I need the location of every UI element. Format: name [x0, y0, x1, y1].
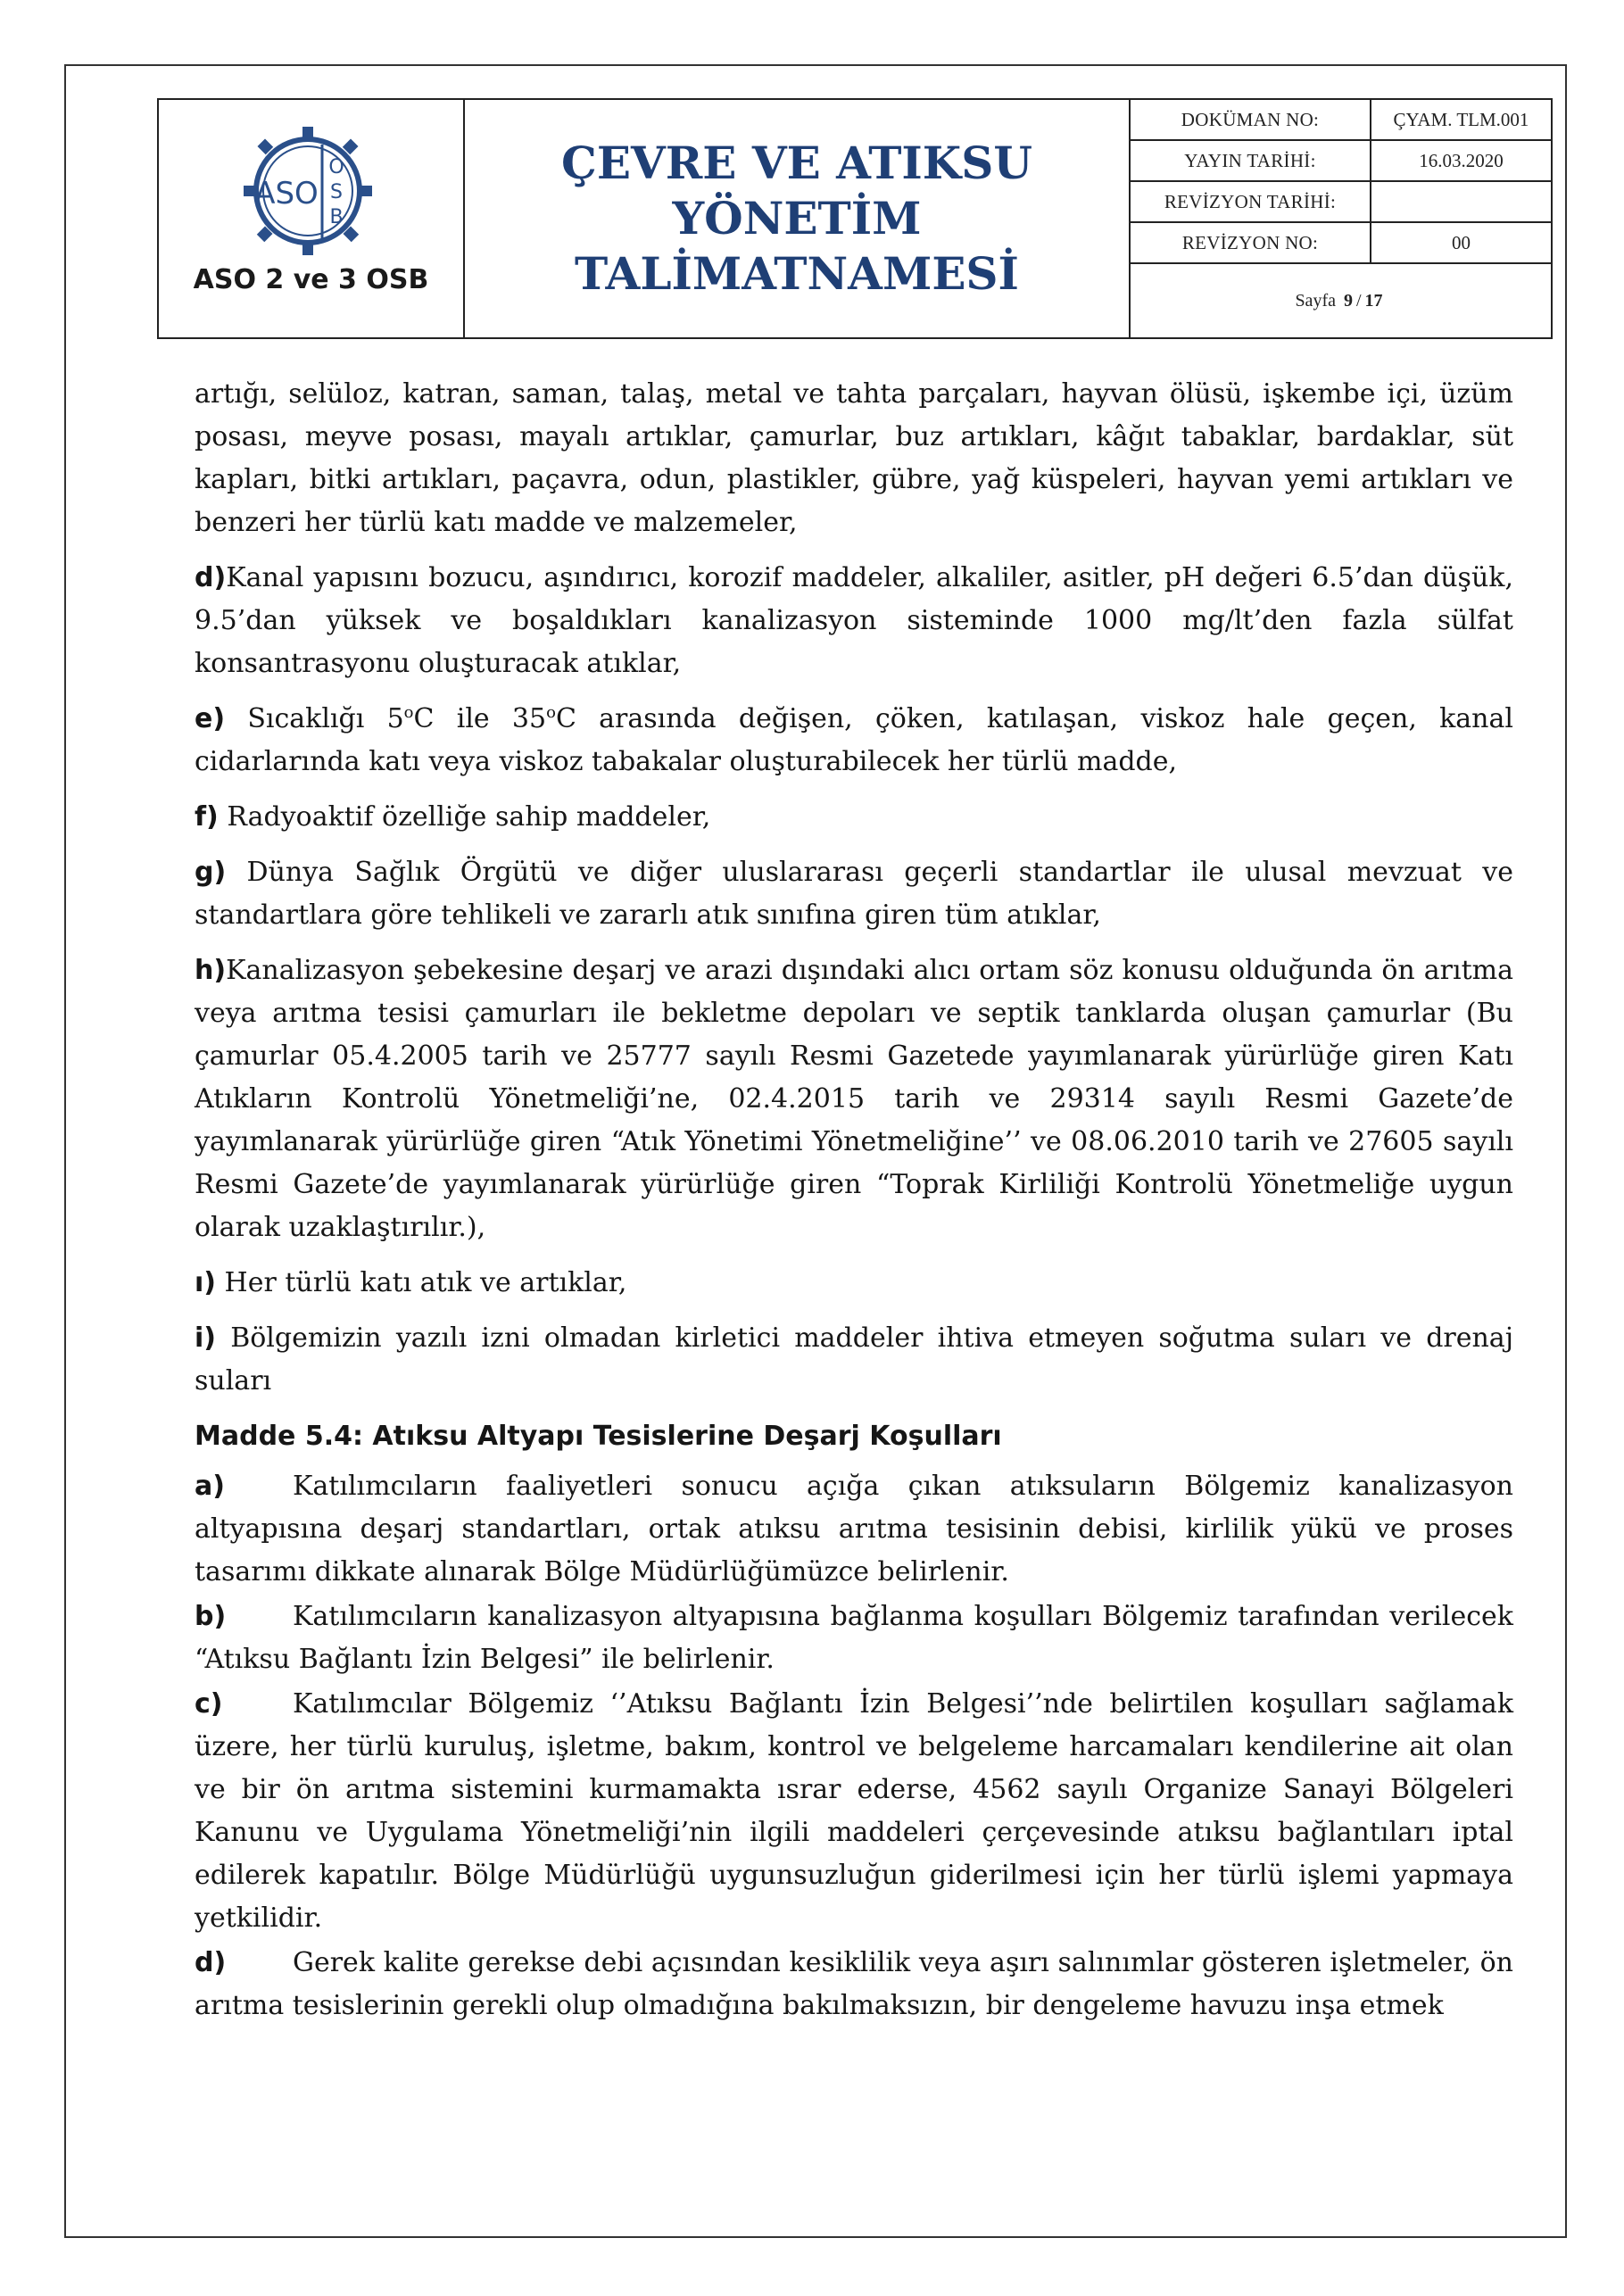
- item-d-label: d): [195, 562, 227, 593]
- meta-row-rev-date: [1131, 182, 1551, 223]
- meta-row-doc-no: [1131, 100, 1551, 141]
- clause-c-label: c): [195, 1688, 223, 1720]
- item-f: [195, 796, 1513, 839]
- item-e: [195, 698, 1513, 783]
- item-h-label: h): [195, 955, 227, 986]
- item-h: [195, 949, 1513, 1249]
- clause-b: [195, 1596, 1513, 1681]
- item-i: [195, 1317, 1513, 1403]
- title-line-1: ÇEVRE VE ATIKSU YÖNETİM: [561, 137, 1032, 245]
- pub-date-label: YAYIN TARİHİ:: [1131, 141, 1371, 180]
- rev-date-value: [1371, 182, 1551, 221]
- item-i-dotless: [195, 1262, 1513, 1305]
- clause-a-label: a): [195, 1471, 225, 1502]
- item-i-dotless-label: ı): [195, 1267, 216, 1298]
- clause-b-text: Katılımcıların kanalizasyon altyapısına bağlanma koşulları Bölgemiz tarafından verilecek “Atıksu Bağlantı İzin Belgesi” ile belirlenir.: [195, 1601, 1513, 1675]
- item-g: [195, 851, 1513, 937]
- item-d: [195, 557, 1513, 685]
- item-g-label: g): [195, 857, 227, 888]
- meta-row-rev-no: [1131, 223, 1551, 264]
- svg-text:ASO: ASO: [254, 176, 319, 211]
- item-f-label: f): [195, 801, 219, 833]
- clause-b-label: b): [195, 1601, 227, 1632]
- item-i-text: Bölgemizin yazılı izni olmadan kirletici maddeler ihtiva etmeyen soğutma suları ve drenaj suları: [195, 1322, 1513, 1397]
- item-d-text: Kanal yapısını bozucu, aşındırıcı, korozif maddeler, alkaliler, asitler, pH değeri 6.5’dan düşük, 9.5’dan yüksek ve boşaldıkları kanalizasyon sisteminde 1000 mg/lt’den fazla sülfat konsantrasyonu oluşturacak atıklar,: [195, 562, 1513, 679]
- item-f-text: Radyoaktif özelliğe sahip maddeler,: [227, 801, 711, 833]
- page-current: 9: [1343, 290, 1353, 311]
- clause-d-label: d): [195, 1947, 227, 1978]
- aso-osb-logo: [236, 123, 386, 257]
- logo-cell: [159, 100, 465, 337]
- item-e-label: e): [195, 703, 226, 734]
- item-i-dotless-text: Her türlü katı atık ve artıklar,: [224, 1267, 627, 1298]
- svg-text:O: O: [328, 156, 344, 178]
- item-i-label: i): [195, 1322, 216, 1354]
- page-separator: /: [1355, 290, 1362, 311]
- item-e-text-1: Sıcaklığı 5: [247, 703, 404, 734]
- rev-date-label: REVİZYON TARİHİ:: [1131, 182, 1371, 221]
- rev-no-value: 00: [1452, 231, 1471, 253]
- page-total: 17: [1364, 290, 1383, 311]
- meta-table: [1131, 100, 1551, 337]
- clause-d: [195, 1942, 1513, 2027]
- document-header: [157, 98, 1553, 339]
- item-e-text-2: C ile 35: [413, 703, 547, 734]
- page-indicator: [1131, 264, 1551, 337]
- clause-c-text: Katılımcılar Bölgemiz ‘’Atıksu Bağlantı İzin Belgesi’’nde belirtilen koşulları sağlamak üzere, her türlü kuruluş, işletme, bakım, kontrol ve belgeleme harcamaları kendilerine ait olan ve bir ön arıtma sistemini kurmamakta ısrar ederse, 4562 sayılı Organize Sanayi Bölgeleri Kanunu ve Uygulama Yönetmeliği’nin ilgili maddeleri çerçevesinde atıksu bağlantıları iptal edilerek kapatılır. Bölge Müdürlüğü uygunsuzluğun giderilmesi için her türlü işlemi yapmaya yetkilidir.: [195, 1688, 1513, 1934]
- doc-no-value: ÇYAM. TLM.001: [1393, 108, 1529, 130]
- document-title: [465, 100, 1131, 337]
- clause-a: [195, 1465, 1513, 1594]
- clause-a-text: Katılımcıların faaliyetleri sonucu açığa çıkan atıksuların Bölgemiz kanalizasyon altyapısına deşarj standartları, ortak atıksu arıtma tesisinin debisi, kirlilik yükü ve proses tasarımı dikkate alınarak Bölge Müdürlüğümüzce belirlenir.: [195, 1471, 1513, 1587]
- document-body: [195, 373, 1513, 2029]
- degree-sup-1: o: [403, 703, 414, 722]
- clause-c: [195, 1683, 1513, 1940]
- section-heading: Madde 5.4: Atıksu Altyapı Tesislerine Deşarj Koşulları: [195, 1421, 1002, 1452]
- degree-sup-2: o: [546, 703, 556, 722]
- svg-text:B: B: [329, 206, 344, 228]
- item-e-text-3: C arasında değişen, çöken, katılaşan, viskoz hale geçen, kanal cidarlarında katı veya viskoz tabakalar oluşturabilecek her türlü madde,: [195, 703, 1513, 777]
- svg-text:S: S: [330, 181, 343, 203]
- logo-caption: ASO 2 ve 3 OSB: [193, 264, 429, 295]
- rev-no-label: REVİZYON NO:: [1131, 223, 1371, 262]
- paragraph-intro: artığı, selüloz, katran, saman, talaş, metal ve tahta parçaları, hayvan ölüsü, işkembe içi, üzüm posası, meyve posası, mayalı artıklar, çamurlar, buz artıkları, kâğıt tabaklar, bardaklar, süt kapları, bitki artıkları, paçavra, odun, plastikler, gübre, yağ küspeleri, hayvan yemi artıkları ve benzeri her türlü katı madde ve malzemeler,: [195, 378, 1513, 538]
- item-h-text: Kanalizasyon şebekesine deşarj ve arazi dışındaki alıcı ortam söz konusu olduğunda ön arıtma veya arıtma tesisi çamurları ile bekletme depoları ve septik tanklarda oluşan çamurlar (Bu çamurlar 05.4.2005 tarih ve 25777 sayılı Resmi Gazetede yayımlanarak yürürlüğe giren Katı Atıkların Kontrolü Yönetmeliği’ne, 02.4.2015 tarih ve 29314 sayılı Resmi Gazete’de yayımlanarak yürürlüğe giren “Atık Yönetimi Yönetmeliğine’’ ve 08.06.2010 tarih ve 27605 sayılı Resmi Gazete’de yayımlanarak yürürlüğe giren “Toprak Kirliliği Kontrolü Yönetmeliğe uygun olarak uzaklaştırılır.),: [195, 955, 1513, 1243]
- meta-row-pub-date: [1131, 141, 1551, 182]
- doc-no-label: DOKÜMAN NO:: [1131, 100, 1371, 139]
- clause-d-text: Gerek kalite gerekse debi açısından kesiklilik veya aşırı salınımlar gösteren işletmeler, ön arıtma tesislerinin gerekli olup olmadığına bakılmaksızın, bir dengeleme havuzu inşa etmek: [195, 1947, 1513, 2021]
- item-g-text: Dünya Sağlık Örgütü ve diğer uluslararası geçerli standartlar ile ulusal mevzuat ve standartlara göre tehlikeli ve zararlı atık sınıfına giren tüm atıklar,: [195, 857, 1513, 931]
- page-label: Sayfa: [1295, 290, 1336, 311]
- title-line-2: TALİMATNAMESİ: [575, 247, 1019, 300]
- pub-date-value: 16.03.2020: [1419, 149, 1504, 171]
